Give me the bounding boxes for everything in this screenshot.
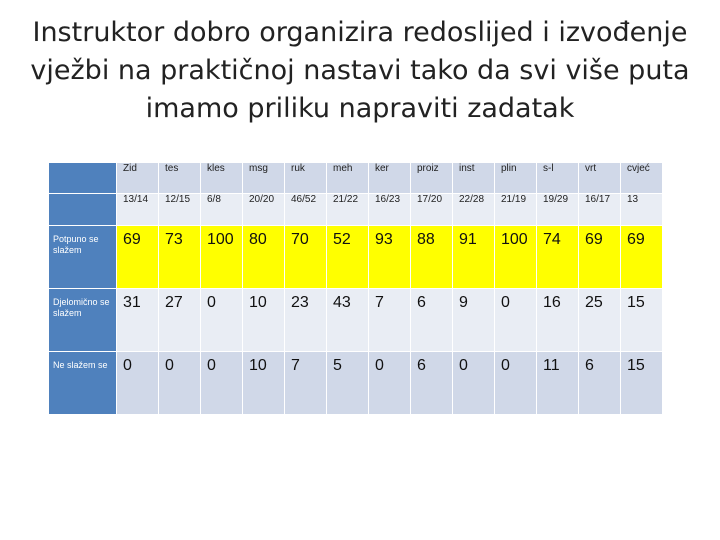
row-header: Djelomično se slažem (49, 289, 116, 351)
value-cell: 0 (201, 289, 242, 351)
count-cell: 17/20 (411, 194, 452, 225)
value-cell: 93 (369, 226, 410, 288)
value-cell: 16 (537, 289, 578, 351)
value-cell: 0 (369, 352, 410, 414)
value-cell: 74 (537, 226, 578, 288)
value-cell: 100 (201, 226, 242, 288)
survey-table (48, 162, 663, 415)
value-cell: 10 (243, 352, 284, 414)
value-cell: 91 (453, 226, 494, 288)
count-cell: 13 (621, 194, 662, 225)
row-header: Ne slažem se (49, 352, 116, 414)
value-cell: 27 (159, 289, 200, 351)
count-cell: 6/8 (201, 194, 242, 225)
count-cell: 21/19 (495, 194, 536, 225)
column-header: plin (495, 163, 536, 193)
value-cell: 0 (453, 352, 494, 414)
value-cell: 11 (537, 352, 578, 414)
value-cell: 7 (285, 352, 326, 414)
value-cell: 6 (579, 352, 620, 414)
count-cell: 12/15 (159, 194, 200, 225)
table-row (49, 352, 662, 414)
value-cell: 0 (117, 352, 158, 414)
column-header: vrt (579, 163, 620, 193)
count-cell: 22/28 (453, 194, 494, 225)
column-header: proiz (411, 163, 452, 193)
value-cell: 52 (327, 226, 368, 288)
value-cell: 6 (411, 289, 452, 351)
value-cell: 88 (411, 226, 452, 288)
value-cell: 6 (411, 352, 452, 414)
count-cell: 19/29 (537, 194, 578, 225)
count-cell: 20/20 (243, 194, 284, 225)
value-cell: 69 (579, 226, 620, 288)
corner-cell (49, 163, 116, 193)
table-row (49, 226, 662, 288)
value-cell: 25 (579, 289, 620, 351)
value-cell: 69 (117, 226, 158, 288)
value-cell: 23 (285, 289, 326, 351)
count-cell: 16/23 (369, 194, 410, 225)
count-row (49, 194, 662, 225)
column-header: Zid (117, 163, 158, 193)
value-cell: 9 (453, 289, 494, 351)
value-cell: 0 (201, 352, 242, 414)
value-cell: 0 (495, 289, 536, 351)
value-cell: 10 (243, 289, 284, 351)
count-cell: 16/17 (579, 194, 620, 225)
value-cell: 31 (117, 289, 158, 351)
value-cell: 0 (159, 352, 200, 414)
value-cell: 70 (285, 226, 326, 288)
count-cell: 46/52 (285, 194, 326, 225)
count-cell: 21/22 (327, 194, 368, 225)
count-cell: 13/14 (117, 194, 158, 225)
column-header-row (49, 163, 662, 193)
row-header: Potpuno se slažem (49, 226, 116, 288)
column-header: tes (159, 163, 200, 193)
column-header: s-l (537, 163, 578, 193)
slide-title: Instruktor dobro organizira redoslijed i izvođenje vježbi na praktičnoj nastavi tako da svi više puta imamo priliku napraviti zadatak (30, 17, 690, 124)
column-header: kles (201, 163, 242, 193)
column-header: cvjeć (621, 163, 662, 193)
column-header: inst (453, 163, 494, 193)
value-cell: 43 (327, 289, 368, 351)
table-row (49, 289, 662, 351)
value-cell: 7 (369, 289, 410, 351)
value-cell: 69 (621, 226, 662, 288)
value-cell: 73 (159, 226, 200, 288)
value-cell: 0 (495, 352, 536, 414)
value-cell: 80 (243, 226, 284, 288)
value-cell: 5 (327, 352, 368, 414)
value-cell: 100 (495, 226, 536, 288)
column-header: ker (369, 163, 410, 193)
value-cell: 15 (621, 289, 662, 351)
column-header: meh (327, 163, 368, 193)
corner-cell (49, 194, 116, 225)
column-header: ruk (285, 163, 326, 193)
column-header: msg (243, 163, 284, 193)
value-cell: 15 (621, 352, 662, 414)
